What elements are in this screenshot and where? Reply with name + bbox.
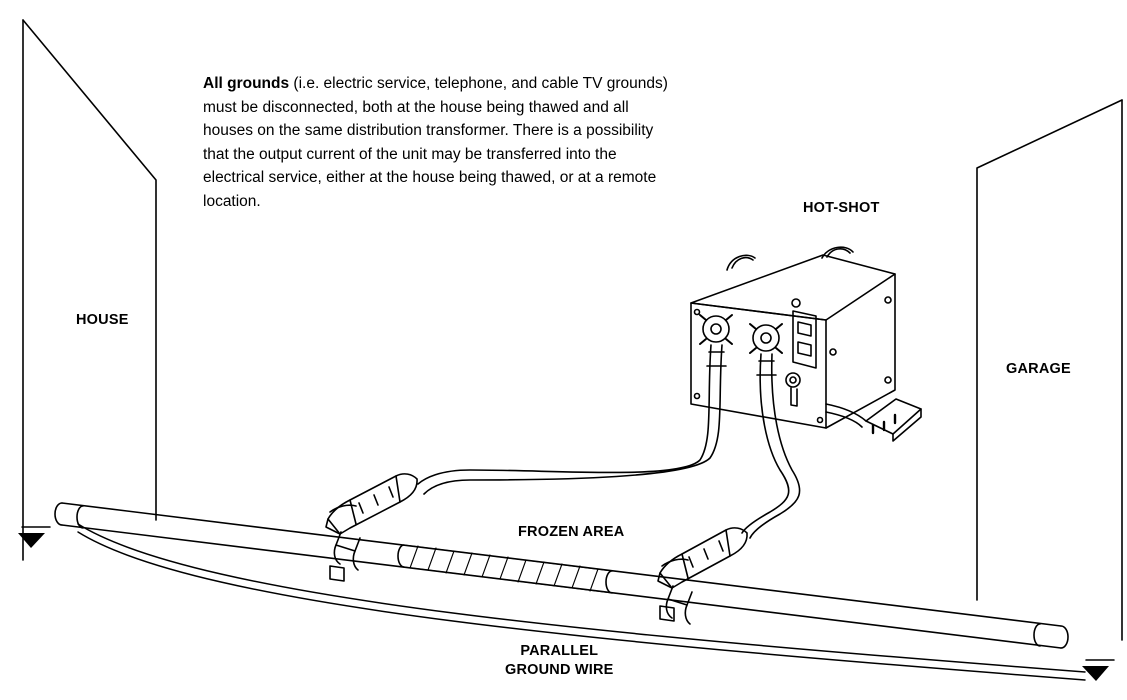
label-parallel-line1: PARALLEL xyxy=(520,643,599,659)
label-parallel-line2: GROUND WIRE xyxy=(505,662,614,678)
house-outline xyxy=(23,20,156,560)
label-hot-shot: HOT-SHOT xyxy=(803,200,880,216)
label-frozen-area: FROZEN AREA xyxy=(518,524,625,540)
label-house: HOUSE xyxy=(76,312,129,328)
output-cable-left xyxy=(418,345,726,494)
label-parallel-ground-wire xyxy=(505,642,614,680)
cable-clamp-right xyxy=(658,528,747,624)
ground-arrow-left xyxy=(18,533,45,548)
frozen-area-hatch xyxy=(404,545,612,593)
cable-clamp-left xyxy=(326,474,417,570)
label-garage: GARAGE xyxy=(1006,361,1071,377)
note-bold-lead: All grounds xyxy=(203,75,290,92)
hot-shot-unit xyxy=(691,247,895,428)
note-body: (i.e. electric service, telephone, and cable TV grounds) must be disconnected, both at the house being thawed and all houses on the same distribution transformer. There is a possibility that the output current of the unit may be transferred into the electrical service, either at the house being thawed, or at a remote location. xyxy=(203,75,668,210)
grounds-warning-note xyxy=(203,72,668,213)
ground-arrow-right xyxy=(1082,666,1109,681)
